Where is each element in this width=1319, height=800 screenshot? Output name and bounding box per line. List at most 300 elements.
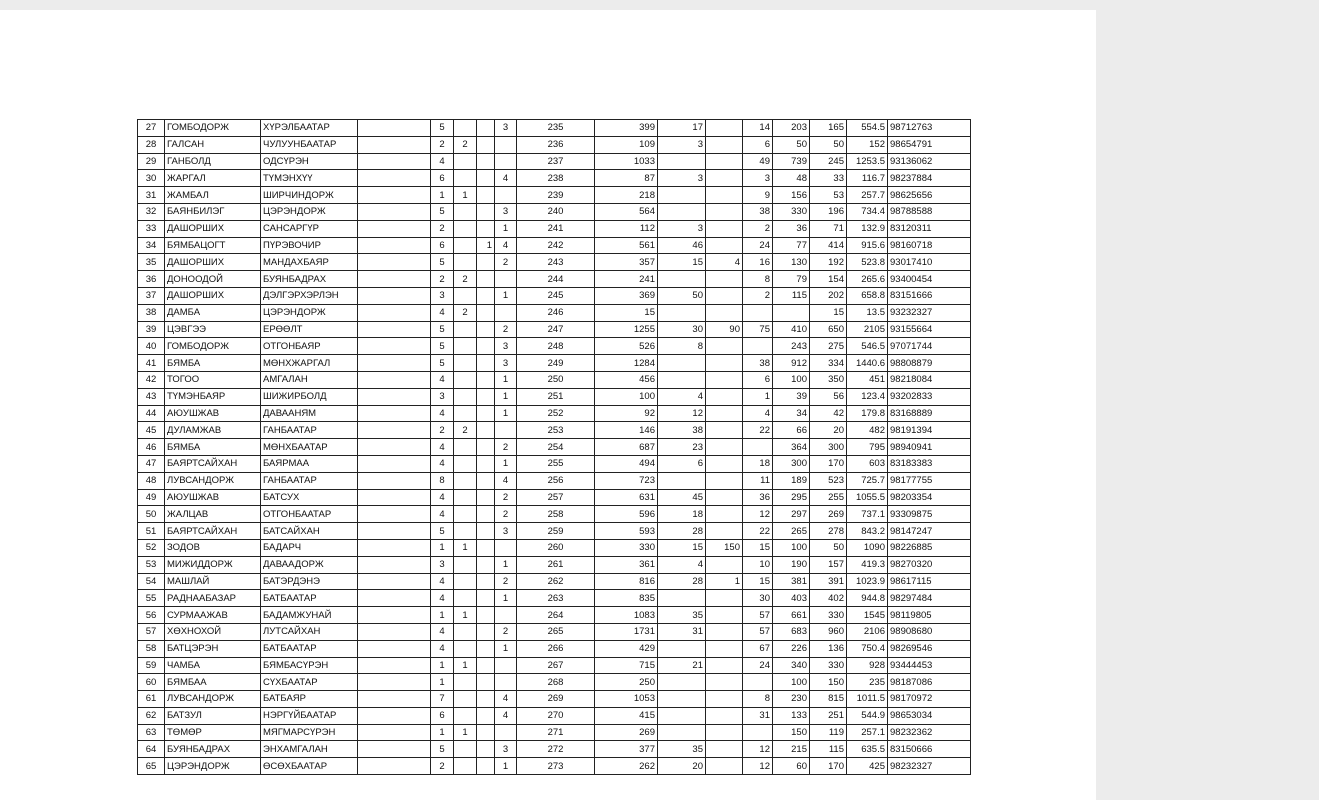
first-name: ТӨМӨР	[165, 724, 261, 741]
phone-cell: 98808879	[888, 355, 971, 372]
value-cell: 57	[743, 623, 773, 640]
count-cell: 4	[431, 573, 454, 590]
total-cell: 658.8	[847, 287, 888, 304]
total-cell: 523.8	[847, 254, 888, 271]
id-cell: 249	[517, 355, 595, 372]
count-cell: 4	[431, 439, 454, 456]
value-cell: 723	[595, 472, 658, 489]
count-cell	[477, 422, 495, 439]
value-cell: 340	[773, 657, 810, 674]
blank-cell	[358, 355, 431, 372]
value-cell: 1083	[595, 607, 658, 624]
value-cell	[658, 203, 706, 220]
count-cell	[454, 741, 477, 758]
blank-cell	[358, 489, 431, 506]
value-cell: 87	[595, 170, 658, 187]
value-cell: 377	[595, 741, 658, 758]
phone-cell: 93202833	[888, 388, 971, 405]
phone-cell: 98226885	[888, 539, 971, 556]
value-cell: 12	[743, 506, 773, 523]
total-cell: 734.4	[847, 203, 888, 220]
value-cell: 2	[743, 287, 773, 304]
value-cell	[706, 556, 743, 573]
table-row	[138, 136, 971, 153]
value-cell: 523	[810, 472, 847, 489]
value-cell: 100	[773, 539, 810, 556]
value-cell: 429	[595, 640, 658, 657]
count-cell: 2	[495, 254, 517, 271]
surname: СҮХБААТАР	[261, 674, 358, 691]
count-cell: 1	[454, 539, 477, 556]
value-cell: 295	[773, 489, 810, 506]
count-cell	[477, 607, 495, 624]
value-cell	[658, 640, 706, 657]
value-cell: 361	[595, 556, 658, 573]
count-cell	[477, 304, 495, 321]
phone-cell: 98297484	[888, 590, 971, 607]
first-name: БАЯНБИЛЭГ	[165, 203, 261, 220]
count-cell	[477, 136, 495, 153]
first-name: БАЯРТСАЙХАН	[165, 455, 261, 472]
count-cell: 6	[431, 237, 454, 254]
id-cell: 247	[517, 321, 595, 338]
value-cell: 350	[810, 371, 847, 388]
value-cell: 330	[773, 203, 810, 220]
value-cell: 22	[743, 422, 773, 439]
count-cell	[454, 623, 477, 640]
value-cell: 15	[658, 254, 706, 271]
count-cell	[477, 539, 495, 556]
row-number: 44	[138, 405, 165, 422]
value-cell: 3	[743, 170, 773, 187]
count-cell: 2	[431, 422, 454, 439]
value-cell: 369	[595, 287, 658, 304]
total-cell: 235	[847, 674, 888, 691]
count-cell	[454, 573, 477, 590]
value-cell: 255	[810, 489, 847, 506]
count-cell	[495, 153, 517, 170]
id-cell: 259	[517, 523, 595, 540]
total-cell: 1090	[847, 539, 888, 556]
first-name: БЯМБАЦОГТ	[165, 237, 261, 254]
id-cell: 246	[517, 304, 595, 321]
total-cell: 1023.9	[847, 573, 888, 590]
phone-cell: 98218084	[888, 371, 971, 388]
value-cell: 22	[743, 523, 773, 540]
first-name: ГОМБОДОРЖ	[165, 120, 261, 137]
surname: МЯГМАРСҮРЭН	[261, 724, 358, 741]
value-cell: 15	[810, 304, 847, 321]
value-cell: 330	[810, 657, 847, 674]
value-cell: 112	[595, 220, 658, 237]
row-number: 56	[138, 607, 165, 624]
count-cell	[477, 556, 495, 573]
phone-cell: 98908680	[888, 623, 971, 640]
count-cell: 2	[454, 271, 477, 288]
id-cell: 263	[517, 590, 595, 607]
blank-cell	[358, 304, 431, 321]
id-cell: 243	[517, 254, 595, 271]
first-name: ТҮМЭНБАЯР	[165, 388, 261, 405]
value-cell	[658, 304, 706, 321]
count-cell: 1	[454, 724, 477, 741]
count-cell: 1	[477, 237, 495, 254]
count-cell: 5	[431, 355, 454, 372]
id-cell: 255	[517, 455, 595, 472]
value-cell: 275	[810, 338, 847, 355]
value-cell: 596	[595, 506, 658, 523]
value-cell: 243	[773, 338, 810, 355]
first-name: ГОМБОДОРЖ	[165, 338, 261, 355]
count-cell: 5	[431, 120, 454, 137]
count-cell	[454, 220, 477, 237]
phone-cell: 83150666	[888, 741, 971, 758]
count-cell	[477, 388, 495, 405]
surname: ШИЖИРБОЛД	[261, 388, 358, 405]
id-cell: 241	[517, 220, 595, 237]
value-cell: 10	[743, 556, 773, 573]
count-cell	[477, 455, 495, 472]
total-cell: 737.1	[847, 506, 888, 523]
row-number: 42	[138, 371, 165, 388]
total-cell: 13.5	[847, 304, 888, 321]
count-cell	[477, 355, 495, 372]
blank-cell	[358, 455, 431, 472]
value-cell: 56	[810, 388, 847, 405]
blank-cell	[358, 623, 431, 640]
value-cell: 250	[595, 674, 658, 691]
phone-cell: 98654791	[888, 136, 971, 153]
value-cell	[743, 439, 773, 456]
count-cell	[477, 724, 495, 741]
surname: ГАНБААТАР	[261, 472, 358, 489]
phone-cell: 98119805	[888, 607, 971, 624]
value-cell	[658, 674, 706, 691]
value-cell	[706, 590, 743, 607]
total-cell: 915.6	[847, 237, 888, 254]
value-cell: 12	[658, 405, 706, 422]
count-cell: 4	[431, 590, 454, 607]
value-cell: 38	[743, 203, 773, 220]
row-number: 39	[138, 321, 165, 338]
value-cell: 35	[658, 607, 706, 624]
table-row	[138, 355, 971, 372]
value-cell	[706, 506, 743, 523]
count-cell	[477, 691, 495, 708]
phone-cell: 98170972	[888, 691, 971, 708]
value-cell	[658, 153, 706, 170]
value-cell: 334	[810, 355, 847, 372]
value-cell: 20	[658, 758, 706, 775]
table-row	[138, 489, 971, 506]
row-number: 61	[138, 691, 165, 708]
count-cell: 1	[431, 657, 454, 674]
phone-cell: 98232362	[888, 724, 971, 741]
id-cell: 266	[517, 640, 595, 657]
value-cell: 49	[743, 153, 773, 170]
value-cell: 4	[658, 556, 706, 573]
value-cell	[706, 657, 743, 674]
id-cell: 267	[517, 657, 595, 674]
table-row	[138, 338, 971, 355]
count-cell	[477, 153, 495, 170]
value-cell: 136	[810, 640, 847, 657]
count-cell	[477, 489, 495, 506]
phone-cell: 98147247	[888, 523, 971, 540]
value-cell: 381	[773, 573, 810, 590]
phone-cell: 93017410	[888, 254, 971, 271]
value-cell: 631	[595, 489, 658, 506]
id-cell: 272	[517, 741, 595, 758]
phone-cell: 93400454	[888, 271, 971, 288]
first-name: ТОГОО	[165, 371, 261, 388]
id-cell: 268	[517, 674, 595, 691]
count-cell	[454, 439, 477, 456]
total-cell: 544.9	[847, 707, 888, 724]
count-cell: 4	[431, 405, 454, 422]
phone-cell: 93136062	[888, 153, 971, 170]
blank-cell	[358, 607, 431, 624]
value-cell: 6	[743, 371, 773, 388]
surname: НЭРГҮЙБААТАР	[261, 707, 358, 724]
count-cell: 5	[431, 741, 454, 758]
table-row	[138, 287, 971, 304]
count-cell	[454, 254, 477, 271]
value-cell: 42	[810, 405, 847, 422]
value-cell: 20	[810, 422, 847, 439]
table-row	[138, 758, 971, 775]
value-cell: 3	[658, 220, 706, 237]
id-cell: 253	[517, 422, 595, 439]
blank-cell	[358, 691, 431, 708]
count-cell	[454, 691, 477, 708]
table-row	[138, 573, 971, 590]
value-cell: 15	[658, 539, 706, 556]
total-cell: 546.5	[847, 338, 888, 355]
value-cell: 146	[595, 422, 658, 439]
count-cell	[495, 136, 517, 153]
value-cell: 15	[595, 304, 658, 321]
count-cell	[477, 220, 495, 237]
value-cell: 189	[773, 472, 810, 489]
value-cell: 4	[658, 388, 706, 405]
count-cell: 1	[495, 388, 517, 405]
value-cell: 18	[743, 455, 773, 472]
value-cell	[706, 203, 743, 220]
value-cell: 251	[810, 707, 847, 724]
surname: БАЯРМАА	[261, 455, 358, 472]
count-cell	[454, 170, 477, 187]
count-cell	[477, 590, 495, 607]
count-cell: 5	[431, 338, 454, 355]
count-cell: 1	[495, 758, 517, 775]
value-cell: 1255	[595, 321, 658, 338]
value-cell: 30	[743, 590, 773, 607]
count-cell	[454, 237, 477, 254]
id-cell: 250	[517, 371, 595, 388]
value-cell	[706, 472, 743, 489]
count-cell	[477, 287, 495, 304]
table-row	[138, 254, 971, 271]
row-number: 53	[138, 556, 165, 573]
value-cell: 241	[595, 271, 658, 288]
data-table	[137, 119, 971, 775]
surname: МӨНХБААТАР	[261, 439, 358, 456]
value-cell: 245	[810, 153, 847, 170]
table-row	[138, 237, 971, 254]
row-number: 45	[138, 422, 165, 439]
value-cell	[706, 304, 743, 321]
value-cell: 170	[810, 758, 847, 775]
count-cell: 1	[495, 405, 517, 422]
count-cell: 3	[431, 556, 454, 573]
first-name: МИЖИДДОРЖ	[165, 556, 261, 573]
count-cell	[477, 472, 495, 489]
value-cell: 2	[743, 220, 773, 237]
count-cell: 4	[431, 153, 454, 170]
count-cell	[454, 640, 477, 657]
value-cell: 3	[658, 136, 706, 153]
id-cell: 260	[517, 539, 595, 556]
count-cell	[454, 472, 477, 489]
value-cell: 1284	[595, 355, 658, 372]
total-cell: 123.4	[847, 388, 888, 405]
total-cell: 1253.5	[847, 153, 888, 170]
value-cell: 269	[595, 724, 658, 741]
phone-cell: 98625656	[888, 187, 971, 204]
count-cell	[454, 590, 477, 607]
value-cell	[706, 405, 743, 422]
value-cell	[706, 741, 743, 758]
row-number: 52	[138, 539, 165, 556]
value-cell: 16	[743, 254, 773, 271]
table-row	[138, 388, 971, 405]
surname: ГАНБААТАР	[261, 422, 358, 439]
count-cell	[495, 657, 517, 674]
count-cell: 3	[431, 388, 454, 405]
table-row	[138, 691, 971, 708]
phone-cell: 98940941	[888, 439, 971, 456]
first-name: СУРМААЖАВ	[165, 607, 261, 624]
phone-cell: 98203354	[888, 489, 971, 506]
surname: ДЭЛГЭРХЭРЛЭН	[261, 287, 358, 304]
phone-cell: 83120311	[888, 220, 971, 237]
table-row	[138, 741, 971, 758]
value-cell: 456	[595, 371, 658, 388]
count-cell	[454, 523, 477, 540]
surname: ЕРӨӨЛТ	[261, 321, 358, 338]
value-cell	[706, 237, 743, 254]
value-cell: 48	[773, 170, 810, 187]
value-cell	[706, 371, 743, 388]
value-cell	[658, 691, 706, 708]
value-cell: 1053	[595, 691, 658, 708]
count-cell	[495, 674, 517, 691]
count-cell: 2	[431, 758, 454, 775]
row-number: 57	[138, 623, 165, 640]
blank-cell	[358, 422, 431, 439]
first-name: БАТЗУЛ	[165, 707, 261, 724]
value-cell: 100	[595, 388, 658, 405]
value-cell	[706, 724, 743, 741]
value-cell: 202	[810, 287, 847, 304]
total-cell: 257.7	[847, 187, 888, 204]
count-cell	[454, 203, 477, 220]
value-cell	[658, 271, 706, 288]
row-number: 31	[138, 187, 165, 204]
row-number: 54	[138, 573, 165, 590]
value-cell: 230	[773, 691, 810, 708]
table-row	[138, 590, 971, 607]
value-cell	[706, 287, 743, 304]
document-page	[0, 10, 1096, 800]
count-cell	[477, 338, 495, 355]
id-cell: 261	[517, 556, 595, 573]
row-number: 58	[138, 640, 165, 657]
phone-cell: 98187086	[888, 674, 971, 691]
count-cell	[495, 607, 517, 624]
value-cell: 816	[595, 573, 658, 590]
total-cell: 451	[847, 371, 888, 388]
total-cell: 116.7	[847, 170, 888, 187]
value-cell: 330	[810, 607, 847, 624]
value-cell: 36	[773, 220, 810, 237]
id-cell: 271	[517, 724, 595, 741]
value-cell: 203	[773, 120, 810, 137]
total-cell: 2106	[847, 623, 888, 640]
blank-cell	[358, 153, 431, 170]
count-cell: 6	[431, 170, 454, 187]
value-cell: 190	[773, 556, 810, 573]
count-cell: 1	[495, 640, 517, 657]
value-cell: 45	[658, 489, 706, 506]
value-cell	[706, 355, 743, 372]
phone-cell: 98177755	[888, 472, 971, 489]
count-cell: 3	[495, 523, 517, 540]
value-cell: 262	[595, 758, 658, 775]
value-cell: 835	[595, 590, 658, 607]
id-cell: 273	[517, 758, 595, 775]
surname: БАТСУХ	[261, 489, 358, 506]
surname: БАДАРЧ	[261, 539, 358, 556]
value-cell: 109	[595, 136, 658, 153]
id-cell: 239	[517, 187, 595, 204]
row-number: 60	[138, 674, 165, 691]
row-number: 35	[138, 254, 165, 271]
value-cell	[706, 758, 743, 775]
phone-cell: 93232327	[888, 304, 971, 321]
table-row	[138, 153, 971, 170]
table-row	[138, 607, 971, 624]
value-cell: 561	[595, 237, 658, 254]
blank-cell	[358, 640, 431, 657]
value-cell: 66	[773, 422, 810, 439]
table-row	[138, 724, 971, 741]
total-cell: 554.5	[847, 120, 888, 137]
value-cell: 79	[773, 271, 810, 288]
blank-cell	[358, 170, 431, 187]
id-cell: 236	[517, 136, 595, 153]
id-cell: 240	[517, 203, 595, 220]
row-number: 38	[138, 304, 165, 321]
value-cell	[706, 187, 743, 204]
row-number: 43	[138, 388, 165, 405]
value-cell: 402	[810, 590, 847, 607]
count-cell: 2	[495, 623, 517, 640]
count-cell: 2	[495, 439, 517, 456]
value-cell	[706, 338, 743, 355]
value-cell: 38	[658, 422, 706, 439]
